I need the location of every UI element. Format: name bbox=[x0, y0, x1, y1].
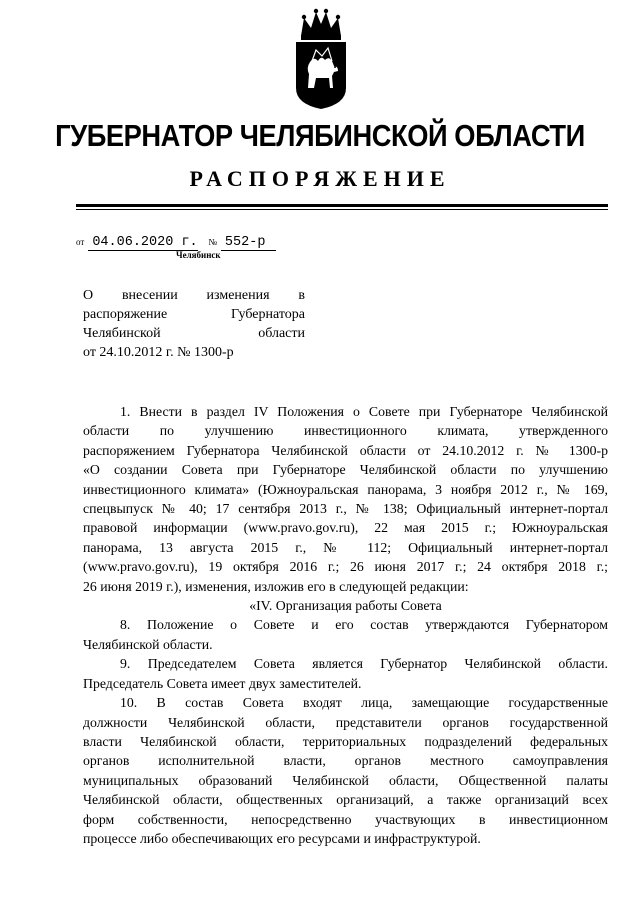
body-line: Челябинской области, общественных организаций, а также организаций всех bbox=[83, 792, 608, 808]
header-rule-thick bbox=[76, 204, 608, 207]
body-line: спецвыпуск № 40; 17 сентября 2013 г., № 138; Официальный интернет-портал bbox=[83, 501, 608, 517]
body-line: 1. Внести в раздел IV Положения о Совете при Губернаторе Челябинской bbox=[120, 404, 608, 419]
document-date: 04.06.2020 г. bbox=[88, 235, 198, 251]
body-line: органов исполнительной власти, органов местного самоуправления bbox=[83, 753, 608, 769]
section-heading: «IV. Организация работы Совета bbox=[249, 598, 442, 614]
body-line: должности Челябинской области, представители органов государственной bbox=[83, 714, 608, 730]
document-body bbox=[83, 402, 608, 848]
body-line: правовой информации (www.pravo.gov.ru), 22 мая 2015 г.; Южноуральская bbox=[83, 520, 608, 536]
body-line: Председатель Совета имеет двух заместителей. bbox=[83, 675, 362, 691]
body-line: муниципальных образований Челябинской области, Общественной палаты bbox=[83, 772, 608, 788]
body-line: 9. Председателем Совета является Губернатор Челябинской области. bbox=[120, 656, 608, 672]
body-line: инвестиционного климата» (Южноуральская панорама, 3 ноября 2012 г., № 169, bbox=[83, 481, 608, 497]
governor-title: ГУБЕРНАТОР ЧЕЛЯБИНСКОЙ ОБЛАСТИ bbox=[55, 118, 585, 153]
body-line: форм собственности, непосредственно участвующих в инвестиционном bbox=[83, 811, 608, 827]
subject-line: О внесении изменения в bbox=[83, 288, 305, 303]
city-label: Челябинск bbox=[176, 250, 221, 260]
body-line: 10. В состав Совета входят лица, замещающие государственные bbox=[120, 695, 608, 711]
document-number: 552-р bbox=[221, 235, 276, 251]
number-prefix: № bbox=[208, 237, 217, 247]
body-line: области по улучшению инвестиционного климата, утвержденного bbox=[83, 423, 608, 439]
body-line: распоряжением Губернатора Челябинской области от 24.10.2012 г. № 1300-р bbox=[83, 442, 608, 458]
body-line: власти Челябинской области, территориальных подразделений федеральных bbox=[83, 733, 608, 749]
body-line: процессе либо обеспечивающих его ресурсами и инфраструктурой. bbox=[83, 830, 481, 846]
body-line: Челябинской области. bbox=[83, 636, 213, 652]
subject-line: Челябинской области bbox=[83, 326, 305, 341]
coat-of-arms-icon bbox=[292, 6, 350, 110]
body-line: 26 июня 2019 г.), изменения, изложив его в следующей редакции: bbox=[83, 578, 469, 594]
body-line: панорама, 13 августа 2015 г., № 112; Официальный интернет-портал bbox=[83, 539, 608, 555]
body-line: (www.pravo.gov.ru), 19 октября 2016 г.; 26 июня 2017 г.; 24 октября 2018 г.; bbox=[83, 559, 608, 575]
document-subject bbox=[83, 286, 305, 362]
document-meta bbox=[76, 232, 276, 250]
body-line: 8. Положение о Совете и его состав утверждаются Губернатором bbox=[120, 617, 608, 633]
subject-line: распоряжение Губернатора bbox=[83, 307, 305, 322]
document-type: РАСПОРЯЖЕНИЕ bbox=[189, 166, 451, 191]
body-line: «О создании Совета при Губернаторе Челябинской области по улучшению bbox=[83, 462, 608, 478]
date-prefix: от bbox=[76, 237, 85, 247]
header-rule-thin bbox=[76, 209, 608, 210]
subject-line: от 24.10.2012 г. № 1300-р bbox=[83, 345, 234, 360]
